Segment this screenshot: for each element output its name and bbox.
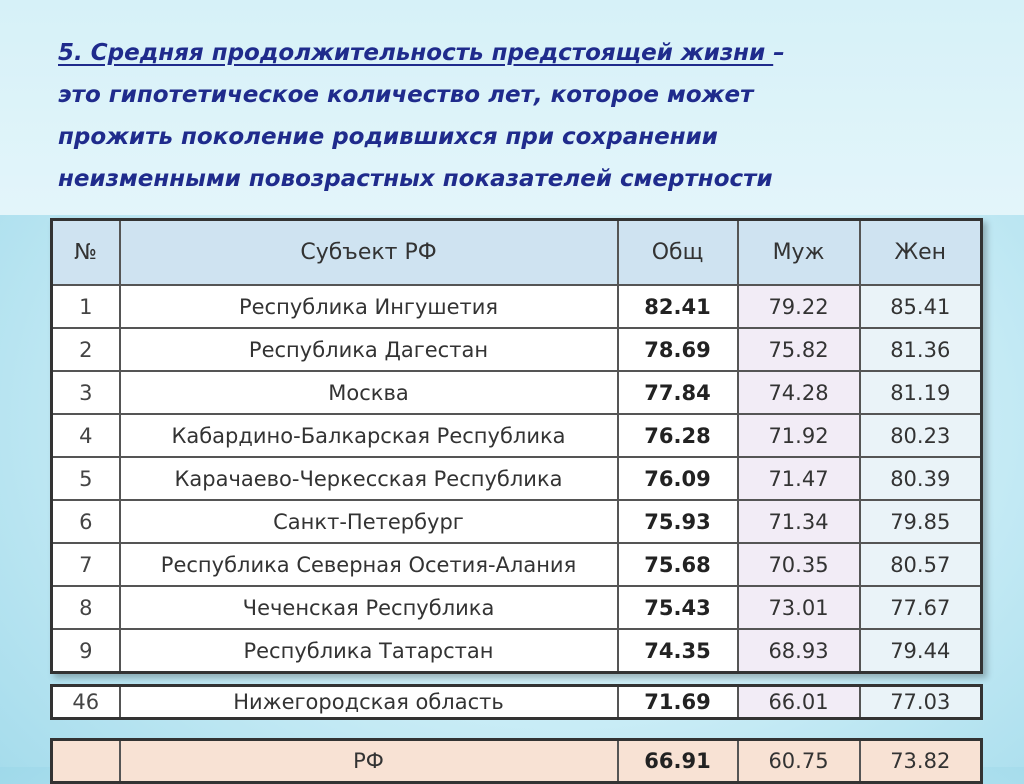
title-underlined: 5. Средняя продолжительность предстоящей жизни bbox=[58, 40, 774, 66]
rf-female: 73.82 bbox=[860, 740, 982, 783]
row-subject: Республика Ингушетия bbox=[120, 285, 618, 328]
rf-total: 66.91 bbox=[618, 740, 738, 783]
title-line-3: прожить поколение родившихся при сохранении bbox=[58, 124, 718, 150]
slide-title bbox=[58, 32, 958, 200]
table-row bbox=[52, 740, 982, 783]
row-total: 71.69 bbox=[618, 686, 738, 719]
row-num: 8 bbox=[52, 586, 120, 629]
title-line-2: это гипотетическое количество лет, которое может bbox=[58, 82, 754, 108]
row-subject: Республика Северная Осетия-Алания bbox=[120, 543, 618, 586]
table-row bbox=[52, 586, 982, 629]
title-line-4: неизменными повозрастных показателей смертности bbox=[58, 166, 773, 192]
row-num: 7 bbox=[52, 543, 120, 586]
row-total: 82.41 bbox=[618, 285, 738, 328]
rf-total-table bbox=[50, 738, 983, 784]
row-num: 1 bbox=[52, 285, 120, 328]
row-male: 66.01 bbox=[738, 686, 860, 719]
row-total: 77.84 bbox=[618, 371, 738, 414]
table-row bbox=[52, 500, 982, 543]
rf-num bbox=[52, 740, 120, 783]
row-subject: Нижегородская область bbox=[120, 686, 618, 719]
row-total: 75.43 bbox=[618, 586, 738, 629]
row-male: 75.82 bbox=[738, 328, 860, 371]
row-male: 70.35 bbox=[738, 543, 860, 586]
row-num: 2 bbox=[52, 328, 120, 371]
table-row bbox=[52, 328, 982, 371]
header-male: Муж bbox=[738, 220, 860, 286]
row-subject: Республика Татарстан bbox=[120, 629, 618, 673]
table-header-row bbox=[52, 220, 982, 286]
row-total: 75.68 bbox=[618, 543, 738, 586]
row-male: 68.93 bbox=[738, 629, 860, 673]
row-total: 74.35 bbox=[618, 629, 738, 673]
row-female: 79.85 bbox=[860, 500, 982, 543]
row-total: 75.93 bbox=[618, 500, 738, 543]
table-row bbox=[52, 285, 982, 328]
rf-male: 60.75 bbox=[738, 740, 860, 783]
row-male: 73.01 bbox=[738, 586, 860, 629]
row-female: 79.44 bbox=[860, 629, 982, 673]
row-total: 78.69 bbox=[618, 328, 738, 371]
row-male: 79.22 bbox=[738, 285, 860, 328]
table-row bbox=[52, 371, 982, 414]
table-row bbox=[52, 414, 982, 457]
row-male: 71.34 bbox=[738, 500, 860, 543]
row-female: 81.36 bbox=[860, 328, 982, 371]
row-female: 80.23 bbox=[860, 414, 982, 457]
table-row bbox=[52, 457, 982, 500]
table-row bbox=[52, 686, 982, 719]
table-row bbox=[52, 543, 982, 586]
title-dash: – bbox=[773, 40, 785, 66]
row-male: 71.47 bbox=[738, 457, 860, 500]
row-male: 71.92 bbox=[738, 414, 860, 457]
row-subject: Санкт-Петербург bbox=[120, 500, 618, 543]
row-num: 6 bbox=[52, 500, 120, 543]
row-num: 9 bbox=[52, 629, 120, 673]
header-num: № bbox=[52, 220, 120, 286]
header-total: Общ bbox=[618, 220, 738, 286]
row-female: 85.41 bbox=[860, 285, 982, 328]
row-female: 77.67 bbox=[860, 586, 982, 629]
row-num: 46 bbox=[52, 686, 120, 719]
extra-region-table bbox=[50, 684, 983, 720]
row-male: 74.28 bbox=[738, 371, 860, 414]
row-num: 4 bbox=[52, 414, 120, 457]
table-row bbox=[52, 629, 982, 673]
row-subject: Карачаево-Черкесская Республика bbox=[120, 457, 618, 500]
rf-subject: РФ bbox=[120, 740, 618, 783]
row-total: 76.09 bbox=[618, 457, 738, 500]
row-female: 77.03 bbox=[860, 686, 982, 719]
row-subject: Москва bbox=[120, 371, 618, 414]
row-num: 3 bbox=[52, 371, 120, 414]
row-total: 76.28 bbox=[618, 414, 738, 457]
row-subject: Чеченская Республика bbox=[120, 586, 618, 629]
row-female: 81.19 bbox=[860, 371, 982, 414]
header-subject: Субъект РФ bbox=[120, 220, 618, 286]
header-female: Жен bbox=[860, 220, 982, 286]
row-subject: Кабардино-Балкарская Республика bbox=[120, 414, 618, 457]
row-female: 80.39 bbox=[860, 457, 982, 500]
life-expectancy-table bbox=[50, 218, 983, 674]
row-female: 80.57 bbox=[860, 543, 982, 586]
row-subject: Республика Дагестан bbox=[120, 328, 618, 371]
row-num: 5 bbox=[52, 457, 120, 500]
